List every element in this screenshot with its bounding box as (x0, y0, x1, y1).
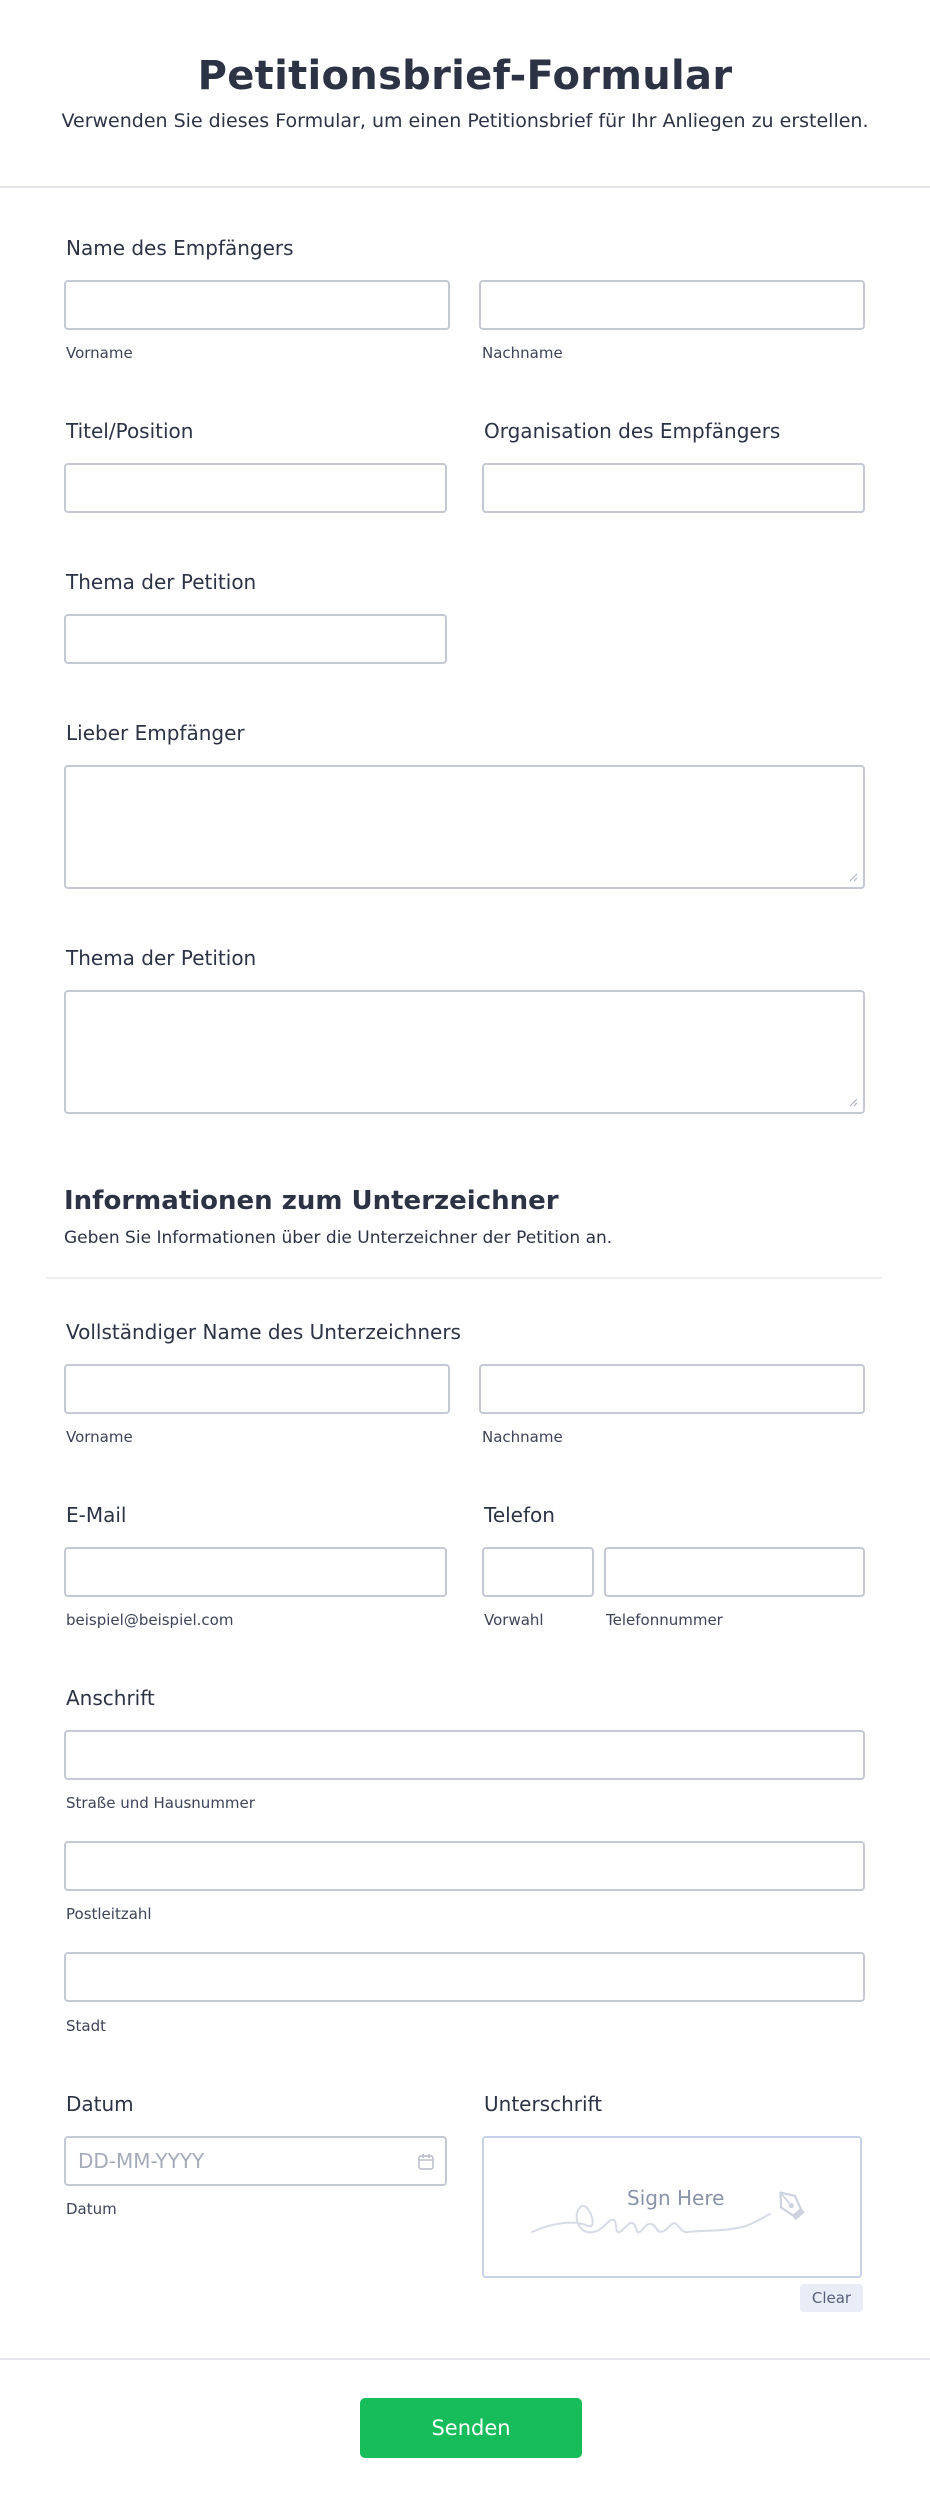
phone-number-sublabel: Telefonnummer (606, 1611, 723, 1629)
zip-input[interactable] (64, 1841, 865, 1891)
title-position-input[interactable] (64, 463, 447, 513)
date-placeholder: DD-MM-YYYY (78, 2149, 205, 2173)
pen-nib-icon (769, 2183, 811, 2225)
city-sublabel: Stadt (66, 2017, 106, 2035)
petition-form (0, 188, 930, 2307)
email-sublabel: beispiel@beispiel.com (66, 1611, 234, 1629)
street-input[interactable] (64, 1730, 865, 1780)
signer-name-label: Vollständiger Name des Unterzeichners (66, 1320, 461, 1344)
petition-topic-textarea[interactable] (64, 990, 865, 1114)
recipient-org-input[interactable] (482, 463, 865, 513)
page-title: Petitionsbrief-Formular (197, 53, 733, 99)
petition-topic-label: Thema der Petition (66, 570, 257, 594)
signer-last-name-sublabel: Nachname (482, 1428, 563, 1446)
recipient-first-name-sublabel: Vorname (66, 344, 133, 362)
address-label: Anschrift (66, 1686, 155, 1710)
calendar-icon[interactable] (417, 2153, 435, 2171)
recipient-first-name-input[interactable] (64, 280, 450, 330)
zip-sublabel: Postleitzahl (66, 1905, 152, 1923)
resize-grip-icon[interactable] (848, 1097, 858, 1107)
title-position-label: Titel/Position (66, 419, 194, 443)
signature-label: Unterschrift (484, 2092, 603, 2116)
page-subtitle: Verwenden Sie dieses Formular, um einen Petitionsbrief für Ihr Anliegen zu erstellen. (61, 110, 869, 132)
email-input[interactable] (64, 1547, 447, 1597)
phone-label: Telefon (484, 1503, 555, 1527)
form-footer (0, 2358, 930, 2504)
signature-pad[interactable] (482, 2136, 862, 2278)
phone-area-code-input[interactable] (482, 1547, 594, 1597)
signer-last-name-input[interactable] (479, 1364, 865, 1414)
recipient-last-name-input[interactable] (479, 280, 865, 330)
signer-first-name-input[interactable] (64, 1364, 450, 1414)
dear-recipient-label: Lieber Empfänger (66, 721, 245, 745)
resize-grip-icon[interactable] (848, 872, 858, 882)
form-header (0, 0, 930, 188)
date-sublabel: Datum (66, 2200, 117, 2218)
signature-placeholder: Sign Here (627, 2186, 725, 2210)
email-label: E-Mail (66, 1503, 127, 1527)
signer-first-name-sublabel: Vorname (66, 1428, 133, 1446)
recipient-org-label: Organisation des Empfängers (484, 419, 781, 443)
petition-topic-text-label: Thema der Petition (66, 946, 257, 970)
date-label: Datum (66, 2092, 134, 2116)
recipient-last-name-sublabel: Nachname (482, 344, 563, 362)
petition-topic-input[interactable] (64, 614, 447, 664)
signer-section-title: Informationen zum Unterzeichner (64, 1186, 559, 1216)
section-divider (46, 1277, 882, 1279)
submit-button[interactable]: Senden (360, 2398, 582, 2458)
signature-clear-button[interactable]: Clear (800, 2284, 863, 2312)
recipient-name-label: Name des Empfängers (66, 236, 294, 260)
signer-section-subtitle: Geben Sie Informationen über die Unterzeichner der Petition an. (64, 1228, 613, 1248)
phone-number-input[interactable] (604, 1547, 865, 1597)
street-sublabel: Straße und Hausnummer (66, 1794, 255, 1812)
date-input[interactable] (64, 2136, 447, 2186)
dear-recipient-textarea[interactable] (64, 765, 865, 889)
phone-area-code-sublabel: Vorwahl (484, 1611, 544, 1629)
city-input[interactable] (64, 1952, 865, 2002)
